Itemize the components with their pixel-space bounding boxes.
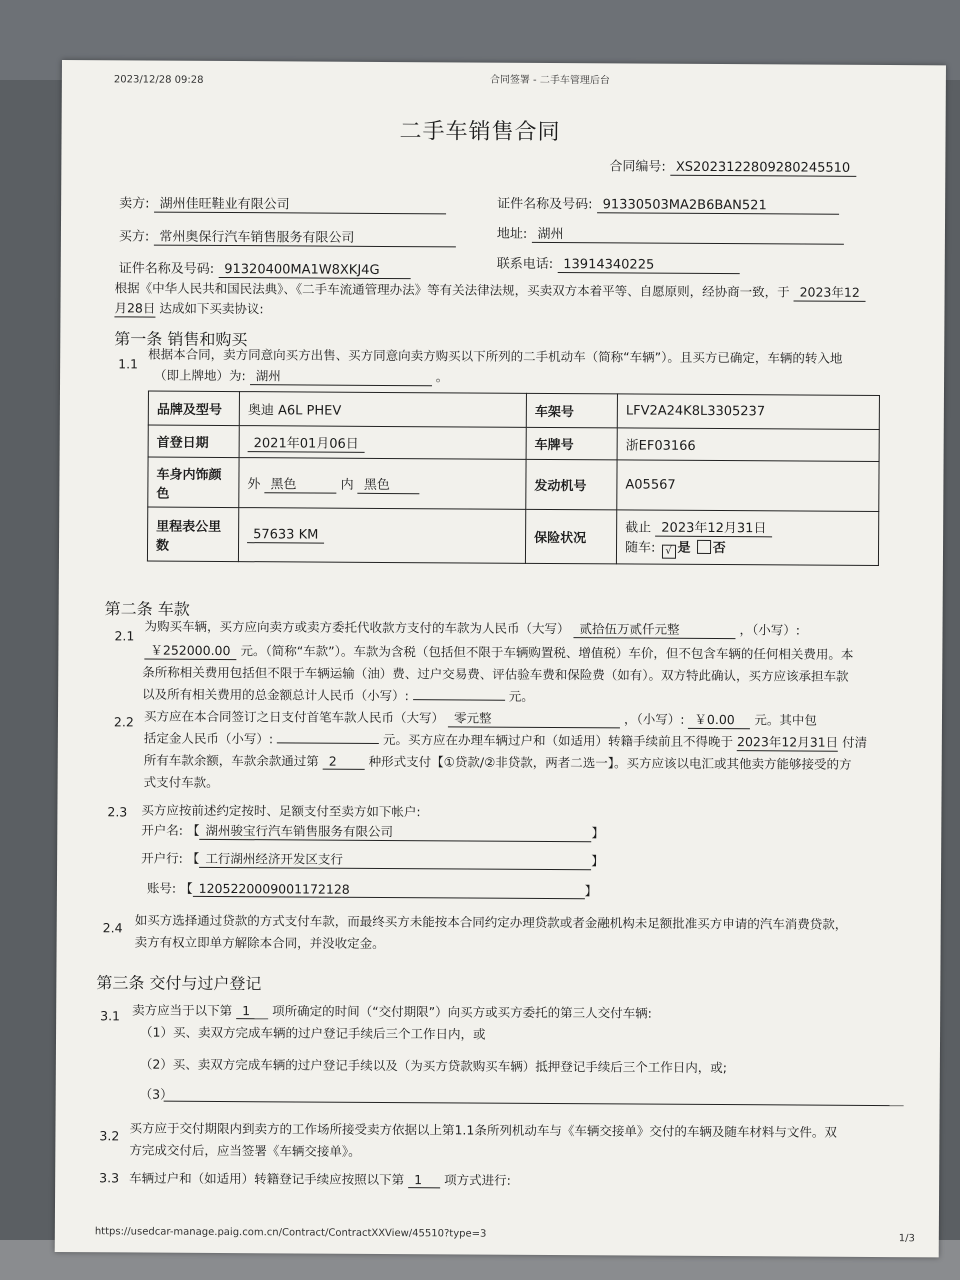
bank-name: 工行湖州经济开发区支行 — [199, 849, 591, 870]
clause-1-1-line-2: （即上牌地）为: 湖州 。 — [154, 367, 449, 385]
footer-url: https://usedcar-manage.paig.com.cn/Contract/ContractXXView/45510?type=3 — [94, 1226, 487, 1240]
clause-3-2-line-1: 买方应于交付期限内到卖方的工作场所接受卖方依据以上第1.1条所列机动车与《车辆交接单》交付的车辆及随车材料与文件。双 — [129, 1120, 837, 1140]
delivery-option-3-line — [164, 1101, 904, 1107]
contract-number-value: XS2023122809280245510 — [670, 160, 856, 177]
clause-1-1-line-1: 根据本合同，卖方同意向买方出售、买方同意向卖方购买以下所列的二手机动车（简称“车辆”）。且买方已确定，车辆的转入地 — [148, 346, 843, 366]
clause-2-2-line-1: 买方应在本合同签订之日支付首笔车款人民币（大写） 零元整 ，（小写）: ￥0.00 元。其中包 — [143, 708, 817, 728]
clause-2-1-line-1: 为购买车辆，买方应向卖方或卖方委托代收款方支付的车款为人民币（大写） 贰拾伍万贰仟元整 ，（小写）: — [144, 618, 801, 638]
clause-2-1-line-4: 以及所有相关费用的总金额总计人民币（小写）: 元。 — [142, 686, 534, 704]
footer-page-number: 1/3 — [898, 1233, 915, 1245]
exterior-color: 黑色 — [265, 473, 337, 493]
clause-3-1-no: 3.1 — [100, 1008, 121, 1024]
color-label: 车身内饰颜色 — [148, 457, 239, 508]
mileage-label: 里程表公里数 — [147, 507, 238, 562]
clause-3-3-line-1: 车辆过户和（如适用）转籍登记手续应按照以下第 1 项方式进行: — [129, 1170, 511, 1188]
plate-value: 浙EF03166 — [617, 428, 879, 462]
account-name: 湖州骏宝行汽车销售服务有限公司 — [199, 821, 591, 842]
total-amount — [413, 699, 505, 701]
account-number: 1205220009001172128 — [193, 881, 585, 899]
seller-id-row: 证件名称及号码: 91330503MA2B6BAN521 — [497, 193, 839, 215]
clause-2-4-no: 2.4 — [102, 920, 123, 936]
account-name-row: 开户名: 【 湖州骏宝行汽车销售服务有限公司 】 — [141, 822, 605, 841]
insurance-label: 保险状况 — [525, 509, 616, 564]
contract-number: 合同编号: XS2023122809280245510 — [609, 155, 856, 177]
buyer-phone-row: 联系电话: 13914340225 — [497, 253, 740, 274]
bank-row: 开户行: 【 工行湖州经济开发区支行 】 — [141, 850, 604, 869]
payment-deadline: 2023年12月31日 — [736, 734, 839, 750]
clause-3-2-line-2: 方完成交付后，应当签署《车辆交接单》。 — [129, 1142, 361, 1159]
clause-3-2-no: 3.2 — [99, 1128, 120, 1144]
transfer-option: 1 — [408, 1172, 440, 1188]
clause-2-1-line-3: 条所称相关费用包括但不限于车辆运输（油）费、过户交易费、评估验车费和保险费（如有）。双方特此确认，买方应该承担车款 — [142, 664, 849, 684]
buyer-id-row: 证件名称及号码: 91320400MA1W8XKJ4G — [119, 257, 411, 279]
checkbox-no[interactable] — [697, 539, 711, 553]
insurance-value: 截止 2023年12月31日 随车: √ 是 否 — [616, 510, 878, 566]
buyer-address: 湖州 — [531, 223, 843, 245]
price-lower: ￥252000.00 — [144, 641, 236, 661]
payment-method: 2 — [323, 754, 365, 770]
clause-2-3-no: 2.3 — [107, 804, 128, 820]
clause-2-4-line-2: 卖方有权立即单方解除本合同，并没收定金。 — [134, 934, 385, 951]
intro-line-1: 根据《中华人民共和国民法典》、《二手车流通管理办法》等有关法律法规，买卖双方本着平等、自愿原则，经协商一致，于 2023年12 — [115, 278, 866, 302]
article-2-heading: 第二条 车款 — [104, 599, 190, 619]
account-number-row: 账号: 【 1205220009001172128 】 — [146, 880, 598, 899]
checkbox-yes[interactable]: √ — [661, 544, 675, 558]
seller-name: 湖州佳旺鞋业有限公司 — [154, 193, 446, 215]
vehicle-info-table — [147, 391, 880, 566]
delivery-option: 1 — [236, 1003, 268, 1019]
color-value: 外 黑色 内 黑色 — [239, 458, 526, 510]
clause-2-2-line-3: 所有车款余额，车款余款通过第 2 种形式支付【①贷款/②非贷款，两者二选一】。买方应该以电汇或其他卖方能够接受的方 — [143, 752, 852, 772]
buyer-name: 常州奥保行汽车销售服务有限公司 — [153, 226, 455, 248]
buyer-phone: 13914340225 — [557, 257, 739, 274]
seller-row: 卖方: 湖州佳旺鞋业有限公司 — [119, 192, 446, 214]
print-page-title: 合同签署 - 二手车管理后台 — [489, 74, 610, 87]
contract-page — [55, 60, 946, 1257]
clause-3-3-no: 3.3 — [99, 1170, 120, 1186]
engine-value: A05567 — [617, 460, 879, 512]
clause-1-1-no: 1.1 — [118, 356, 139, 372]
clause-2-2-no: 2.2 — [113, 714, 134, 730]
delivery-option-1: （1）买、卖双方完成车辆的过户登记手续后三个工作日内，或 — [140, 1024, 486, 1042]
interior-color: 黑色 — [358, 473, 420, 493]
clause-2-3-text: 买方应按前述约定按时、足额支付至卖方如下帐户: — [141, 802, 421, 820]
seller-id: 91330503MA2B6BAN521 — [597, 197, 839, 214]
brand-value: 奥迪 A6L PHEV — [239, 392, 526, 428]
delivery-option-3: （3） — [139, 1086, 173, 1102]
vin-value: LFV2A24K8L3305237 — [617, 394, 879, 430]
print-datetime: 2023/12/28 09:28 — [113, 74, 204, 86]
registration-place: 湖州 — [250, 366, 432, 386]
vin-label: 车架号 — [526, 393, 617, 428]
clause-2-2-line-4: 式支付车款。 — [143, 774, 219, 790]
clause-2-2-line-2: 括定金人民币（小写）: 元。买方应在办理车辆过户和（如适用）转籍手续前且不得晚于 2023年12月31日 付清 — [143, 730, 868, 750]
clause-2-1-no: 2.1 — [114, 628, 135, 644]
article-3-heading: 第三条 交付与过户登记 — [96, 973, 262, 994]
plate-label: 车牌号 — [526, 427, 617, 460]
first-payment-upper: 零元整 — [448, 708, 620, 728]
first-payment-lower: ￥0.00 — [688, 710, 750, 729]
clause-2-1-line-2: ￥252000.00 元。（简称“车款”）。车款为含税（包括但不限于车辆购置税、增值税）车价，但不包含车辆的任何相关费用。本 — [144, 641, 853, 664]
intro-line-2: 月28日 达成如下买卖协议: — [114, 300, 264, 317]
buyer-id: 91320400MA1W8XKJ4G — [218, 262, 410, 279]
mileage-value: 57633 KM — [238, 508, 525, 564]
price-upper: 贰拾伍万贰仟元整 — [573, 619, 735, 639]
engine-label: 发动机号 — [526, 459, 617, 510]
first-reg-label: 首登日期 — [148, 425, 239, 458]
delivery-option-2: （2）买、卖双方完成车辆的过户登记手续以及（为买方贷款购买车辆）抵押登记手续后三个工作日内，或; — [139, 1056, 728, 1076]
deposit-amount — [277, 742, 379, 744]
contract-title: 二手车销售合同 — [399, 119, 561, 146]
buyer-row: 买方: 常州奥保行汽车销售服务有限公司 — [119, 225, 456, 247]
brand-label: 品牌及型号 — [148, 391, 239, 426]
insurance-deadline: 2023年12月31日 — [655, 516, 772, 537]
article-1-heading: 第一条 销售和购买 — [114, 329, 248, 350]
buyer-address-row: 地址: 湖州 — [497, 223, 844, 245]
clause-3-1-line-1: 卖方应当于以下第 1 项所确定的时间（“交付期限”）向买方或买方委托的第三人交付车辆: — [132, 1002, 652, 1021]
first-reg-value: 2021年01月06日 — [239, 426, 526, 460]
clause-2-4-line-1: 如买方选择通过贷款的方式支付车款，而最终买方未能按本合同约定办理贷款或者金融机构未足额批准买方申请的汽车消费贷款， — [134, 912, 848, 932]
